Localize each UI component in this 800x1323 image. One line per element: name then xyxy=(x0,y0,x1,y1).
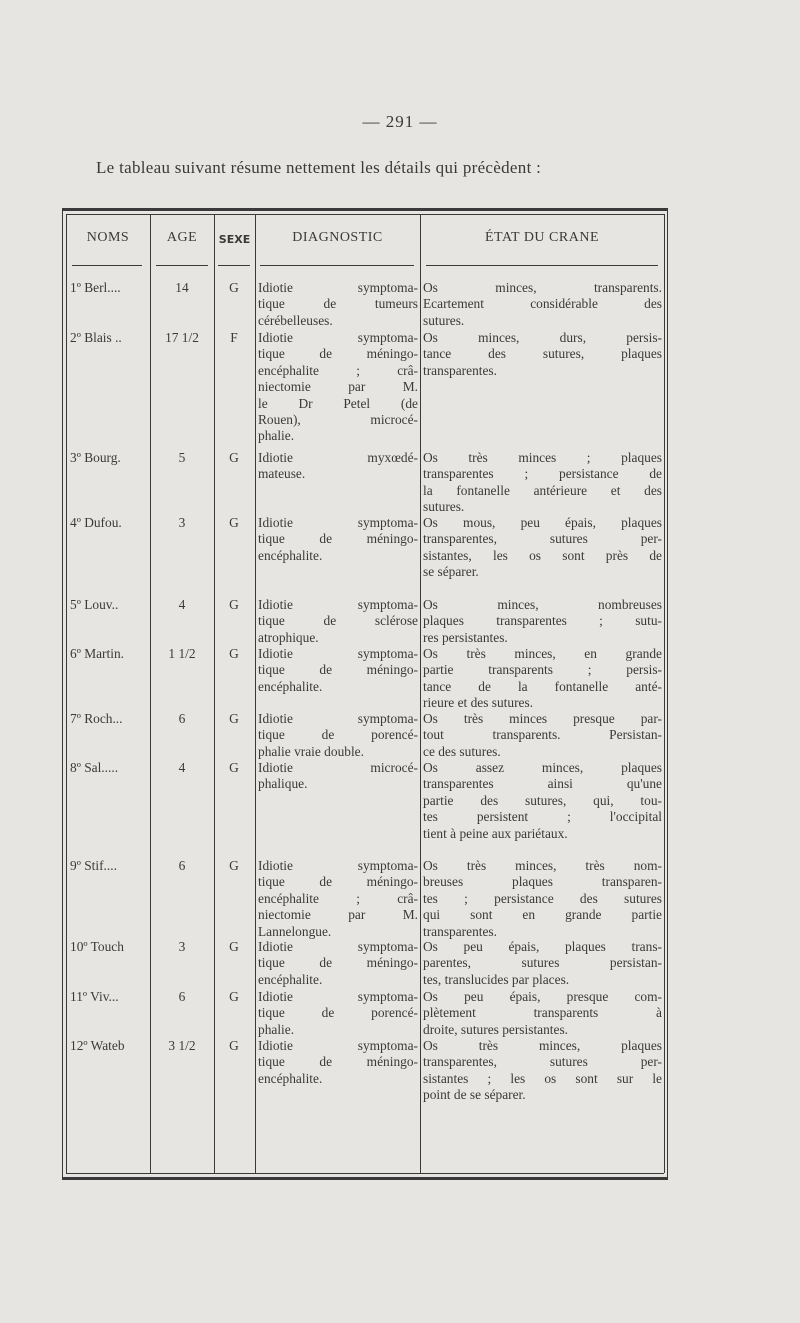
row-sexe: F xyxy=(230,330,238,345)
table-inner-left xyxy=(66,214,67,1173)
row-diagnostic-line: encéphalite. xyxy=(258,1070,323,1086)
row-diagnostic-line: Idiotie symptoma- xyxy=(258,711,418,726)
row-sexe: G xyxy=(229,711,239,726)
row-diagnostic-line: encéphalite. xyxy=(258,678,323,694)
row-etat-crane-line: Os assez minces, plaques xyxy=(423,760,662,775)
row-age: 6 xyxy=(178,711,186,726)
row-diagnostic xyxy=(258,711,418,760)
row-age: 1 1/2 xyxy=(168,646,196,661)
row-etat-crane-line: Os très minces, en grande xyxy=(423,646,662,661)
row-name: 12º Wateb xyxy=(70,1038,125,1053)
row-etat-crane-line: Os très minces, plaques xyxy=(423,1038,662,1053)
row-diagnostic xyxy=(258,1038,418,1087)
header-rule xyxy=(156,265,208,266)
page-number: — 291 — xyxy=(362,112,438,131)
row-etat-crane-line: tance des sutures, plaques xyxy=(423,346,662,362)
row-etat-crane-line: tes ; persistance des sutures xyxy=(423,890,662,906)
row-diagnostic xyxy=(258,515,418,564)
row-diagnostic-line: tique de méningo- xyxy=(258,531,418,547)
row-diagnostic-line: phalie vraie double. xyxy=(258,743,364,759)
row-diagnostic-line: encéphalite ; crâ- xyxy=(258,362,418,378)
row-etat-crane-line: transparentes, sutures per- xyxy=(423,531,662,547)
row-etat-crane-line: tes persistent ; l'occipital xyxy=(423,809,662,825)
row-etat-crane-line: plètement transparents à xyxy=(423,1005,662,1021)
row-diagnostic-line: Idiotie symptoma- xyxy=(258,858,418,873)
row-etat-crane-line: tout transparents. Persistan- xyxy=(423,727,662,743)
column-divider xyxy=(255,214,256,1173)
row-age: 14 xyxy=(175,280,189,295)
row-etat-crane-line: Os mous, peu épais, plaques xyxy=(423,515,662,530)
row-name: 8º Sal..... xyxy=(70,760,119,775)
row-etat-crane xyxy=(423,989,662,1038)
row-etat-crane-line: Os très minces ; plaques xyxy=(423,450,662,465)
row-etat-crane-line: partie transparents ; persis- xyxy=(423,662,662,678)
row-age: 6 xyxy=(178,989,186,1004)
row-etat-crane xyxy=(423,858,662,940)
row-etat-crane-line: parentes, sutures persistan- xyxy=(423,955,662,971)
row-etat-crane xyxy=(423,711,662,760)
header-diagnostic: DIAGNOSTIC xyxy=(292,230,383,245)
row-etat-crane xyxy=(423,760,662,842)
row-age: 4 xyxy=(178,597,186,612)
row-diagnostic xyxy=(258,450,418,483)
header-rule xyxy=(426,265,658,266)
row-diagnostic-line: atrophique. xyxy=(258,629,319,645)
row-diagnostic-line: encéphalite. xyxy=(258,547,323,563)
row-diagnostic-line: encéphalite ; crâ- xyxy=(258,890,418,906)
row-diagnostic-line: niectomie par M. xyxy=(258,907,418,923)
row-sexe: G xyxy=(229,989,239,1004)
row-etat-crane-line: breuses plaques transparen- xyxy=(423,874,662,890)
row-diagnostic-line: Idiotie microcé- xyxy=(258,760,418,775)
row-name: 11º Viv... xyxy=(70,989,119,1004)
row-etat-crane-line: droite, sutures persistantes. xyxy=(423,1021,569,1037)
header-rule xyxy=(218,265,250,266)
row-etat-crane-line: transparentes ainsi qu'une xyxy=(423,776,662,792)
row-diagnostic-line: tique de porencé- xyxy=(258,727,418,743)
row-diagnostic-line: Idiotie symptoma- xyxy=(258,1038,418,1053)
row-diagnostic-line: niectomie par M. xyxy=(258,379,418,395)
row-etat-crane-line: Os très minces presque par- xyxy=(423,711,662,726)
row-etat-crane-line: Os minces, nombreuses xyxy=(423,597,662,612)
row-etat-crane xyxy=(423,939,662,988)
row-etat-crane-line: transparentes ; persistance de xyxy=(423,466,662,482)
row-diagnostic xyxy=(258,646,418,695)
row-etat-crane-line: sistantes ; les os sont sur le xyxy=(423,1070,662,1086)
row-diagnostic-line: phalie. xyxy=(258,1021,295,1037)
row-sexe: G xyxy=(229,646,239,661)
row-etat-crane-line: transparentes. xyxy=(423,362,497,378)
row-etat-crane-line: Os peu épais, plaques trans- xyxy=(423,939,662,954)
header-age: AGE xyxy=(166,230,198,245)
row-etat-crane-line: tes, translucides par places. xyxy=(423,971,570,987)
row-etat-crane-line: Os très minces, très nom- xyxy=(423,858,662,873)
row-name: 1º Berl.... xyxy=(70,280,121,295)
column-divider xyxy=(150,214,151,1173)
row-diagnostic-line: tique de sclérose xyxy=(258,613,418,629)
table-inner-right xyxy=(664,214,665,1173)
row-age: 3 1/2 xyxy=(168,1038,196,1053)
row-sexe: G xyxy=(229,280,239,295)
header-rule xyxy=(72,265,142,266)
row-etat-crane-line: point de se séparer. xyxy=(423,1087,526,1103)
intro-sentence: Le tableau suivant résume nettement les détails qui précèdent : xyxy=(96,158,542,177)
row-name: 3º Bourg. xyxy=(70,450,121,465)
row-diagnostic xyxy=(258,597,418,646)
row-name: 4º Dufou. xyxy=(70,515,122,530)
row-etat-crane-line: se séparer. xyxy=(423,564,479,580)
row-sexe: G xyxy=(229,939,239,954)
row-diagnostic-line: phalique. xyxy=(258,776,308,792)
row-age: 5 xyxy=(178,450,186,465)
header-sexe: SEXE xyxy=(218,233,251,246)
table-inner-rule-top xyxy=(66,214,664,215)
row-etat-crane-line: Os minces, transparents. xyxy=(423,280,662,295)
row-etat-crane-line: Os peu épais, presque com- xyxy=(423,989,662,1004)
row-age: 3 xyxy=(178,515,186,530)
row-etat-crane-line: sutures. xyxy=(423,499,465,515)
row-diagnostic-line: tique de méningo- xyxy=(258,955,418,971)
row-etat-crane-line: transparentes. xyxy=(423,923,497,939)
header-noms: NOMS xyxy=(86,230,130,245)
row-diagnostic-line: tique de porencé- xyxy=(258,1005,418,1021)
row-name: 9º Stif.... xyxy=(70,858,117,873)
row-sexe: G xyxy=(229,1038,239,1053)
row-diagnostic-line: tique de méningo- xyxy=(258,662,418,678)
row-diagnostic-line: encéphalite. xyxy=(258,971,323,987)
row-etat-crane-line: plaques transparentes ; sutu- xyxy=(423,613,662,629)
row-diagnostic-line: Rouen), microcé- xyxy=(258,412,418,428)
row-sexe: G xyxy=(229,597,239,612)
row-diagnostic-line: tique de méningo- xyxy=(258,1054,418,1070)
row-etat-crane xyxy=(423,515,662,581)
row-age: 3 xyxy=(178,939,186,954)
row-etat-crane-line: qui sont en grande partie xyxy=(423,907,662,923)
row-etat-crane xyxy=(423,330,662,379)
row-diagnostic-line: cérébelleuses. xyxy=(258,312,333,328)
row-etat-crane-line: Ecartement considérable des xyxy=(423,296,662,312)
row-diagnostic-line: tique de méningo- xyxy=(258,346,418,362)
row-etat-crane-line: tient à peine aux pariétaux. xyxy=(423,825,568,841)
row-diagnostic-line: tique de méningo- xyxy=(258,874,418,890)
row-sexe: G xyxy=(229,858,239,873)
column-tick xyxy=(255,1160,256,1173)
row-diagnostic-line: tique de tumeurs xyxy=(258,296,418,312)
row-diagnostic xyxy=(258,280,418,329)
row-etat-crane-line: la fontanelle antérieure et des xyxy=(423,482,662,498)
row-diagnostic-line: Idiotie symptoma- xyxy=(258,939,418,954)
row-diagnostic xyxy=(258,760,418,793)
row-etat-crane-line: tance de la fontanelle anté- xyxy=(423,678,662,694)
header-rule xyxy=(260,265,414,266)
row-etat-crane xyxy=(423,280,662,329)
row-etat-crane-line: res persistantes. xyxy=(423,629,508,645)
row-age: 4 xyxy=(178,760,186,775)
row-diagnostic-line: Idiotie symptoma- xyxy=(258,280,418,295)
row-diagnostic-line: mateuse. xyxy=(258,466,306,482)
row-diagnostic xyxy=(258,939,418,988)
row-name: 2º Blais .. xyxy=(70,330,122,345)
row-diagnostic-line: Idiotie symptoma- xyxy=(258,330,418,345)
row-etat-crane-line: sutures. xyxy=(423,312,465,328)
row-age: 17 1/2 xyxy=(165,330,199,345)
row-diagnostic-line: Idiotie symptoma- xyxy=(258,646,418,661)
row-name: 5º Louv.. xyxy=(70,597,119,612)
row-diagnostic-line: Idiotie symptoma- xyxy=(258,989,418,1004)
row-age: 6 xyxy=(178,858,186,873)
row-name: 10º Touch xyxy=(70,939,124,954)
row-diagnostic-line: Idiotie myxœdé- xyxy=(258,450,418,465)
row-sexe: G xyxy=(229,760,239,775)
row-etat-crane-line: partie des sutures, qui, tou- xyxy=(423,792,662,808)
row-sexe: G xyxy=(229,450,239,465)
row-etat-crane-line: ce des sutures. xyxy=(423,743,501,759)
row-diagnostic-line: Idiotie symptoma- xyxy=(258,597,418,612)
row-sexe: G xyxy=(229,515,239,530)
row-diagnostic-line: Lannelongue. xyxy=(258,923,332,939)
row-diagnostic-line: phalie. xyxy=(258,428,295,444)
header-etat: ÉTAT DU CRANE xyxy=(484,230,599,245)
row-etat-crane xyxy=(423,1038,662,1104)
row-etat-crane xyxy=(423,597,662,646)
row-diagnostic xyxy=(258,330,418,445)
row-diagnostic-line: le Dr Petel (de xyxy=(258,395,418,411)
row-name: 7º Roch... xyxy=(70,711,123,726)
row-etat-crane xyxy=(423,646,662,712)
column-divider xyxy=(420,214,421,1173)
row-diagnostic xyxy=(258,989,418,1038)
row-diagnostic xyxy=(258,858,418,940)
row-name: 6º Martin. xyxy=(70,646,124,661)
row-etat-crane-line: rieure et des sutures. xyxy=(423,695,534,711)
row-etat-crane-line: sistantes, les os sont près de xyxy=(423,547,662,563)
column-divider xyxy=(214,214,215,1173)
row-etat-crane-line: Os minces, durs, persis- xyxy=(423,330,662,345)
row-diagnostic-line: Idiotie symptoma- xyxy=(258,515,418,530)
row-etat-crane xyxy=(423,450,662,516)
row-etat-crane-line: transparentes, sutures per- xyxy=(423,1054,662,1070)
table-inner-rule-bottom xyxy=(66,1173,664,1174)
